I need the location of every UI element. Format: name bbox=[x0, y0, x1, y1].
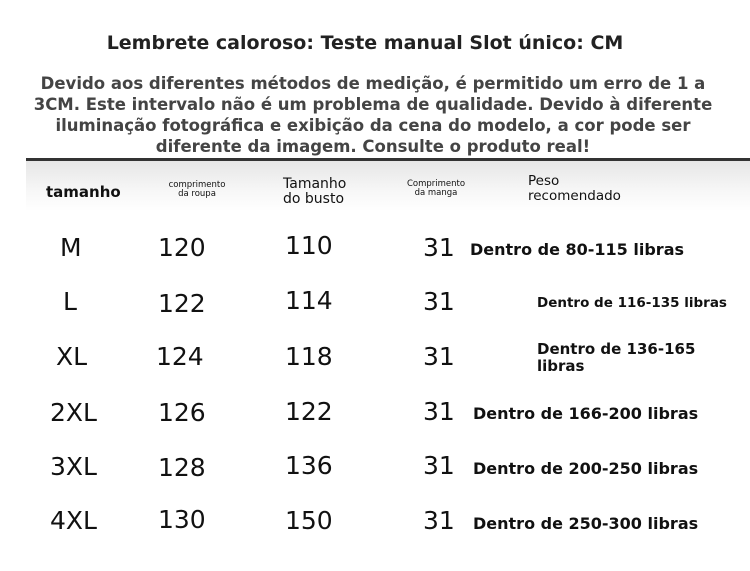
row-length: 120 bbox=[158, 233, 206, 262]
row-length: 124 bbox=[156, 342, 204, 371]
row-bust: 118 bbox=[285, 342, 333, 371]
header-length-line2: da roupa bbox=[178, 189, 216, 200]
row-sleeve: 31 bbox=[423, 233, 455, 262]
row-bust: 136 bbox=[285, 451, 333, 480]
row-sleeve: 31 bbox=[423, 397, 455, 426]
header-size-label: tamanho bbox=[46, 183, 121, 201]
row-sleeve: 31 bbox=[423, 287, 455, 316]
row-sleeve: 31 bbox=[423, 506, 455, 535]
row-length: 128 bbox=[158, 453, 206, 482]
row-bust: 114 bbox=[285, 286, 333, 315]
row-weight: Dentro de 116-135 libras bbox=[537, 295, 727, 311]
measurement-notice: Devido aos diferentes métodos de medição, é permitido um erro de 1 a 3CM. Este intervalo não é um problema de qualidade. Devido à diferente iluminação fotográfica e exibição da cena do modelo, a cor pode ser diferente da imagem. Consulte o produto real! bbox=[33, 74, 713, 156]
header-sleeve-line1: Comprimento bbox=[406, 179, 466, 189]
header-sleeve-line2: da manga bbox=[414, 188, 458, 199]
header-bust-line1: Tamanho bbox=[283, 176, 347, 192]
row-size: XL bbox=[56, 342, 88, 371]
row-bust: 110 bbox=[285, 231, 333, 260]
row-weight: Dentro de 136-165 libras bbox=[537, 340, 696, 375]
row-length: 126 bbox=[158, 398, 206, 427]
row-bust: 122 bbox=[285, 397, 333, 426]
row-size: M bbox=[60, 233, 82, 262]
header-bust-line2: do busto bbox=[283, 191, 345, 208]
row-length: 130 bbox=[158, 505, 206, 534]
header-length-line1: comprimento bbox=[168, 180, 226, 190]
row-sleeve: 31 bbox=[423, 342, 455, 371]
row-weight: Dentro de 166-200 libras bbox=[473, 404, 699, 423]
row-sleeve: 31 bbox=[423, 451, 455, 480]
row-size: 3XL bbox=[50, 452, 97, 481]
header-weight-line2: recomendado bbox=[528, 187, 621, 204]
row-size: 2XL bbox=[50, 398, 97, 427]
row-weight: Dentro de 200-250 libras bbox=[473, 459, 699, 478]
row-length: 122 bbox=[158, 289, 206, 318]
page-title: Lembrete caloroso: Teste manual Slot único: CM bbox=[106, 32, 624, 54]
row-size: 4XL bbox=[50, 506, 97, 535]
row-weight: Dentro de 250-300 libras bbox=[473, 514, 699, 533]
header-weight-line1: Peso bbox=[528, 173, 560, 189]
row-size: L bbox=[63, 287, 77, 316]
row-weight: Dentro de 80-115 libras bbox=[470, 240, 685, 259]
row-bust: 150 bbox=[285, 506, 333, 535]
